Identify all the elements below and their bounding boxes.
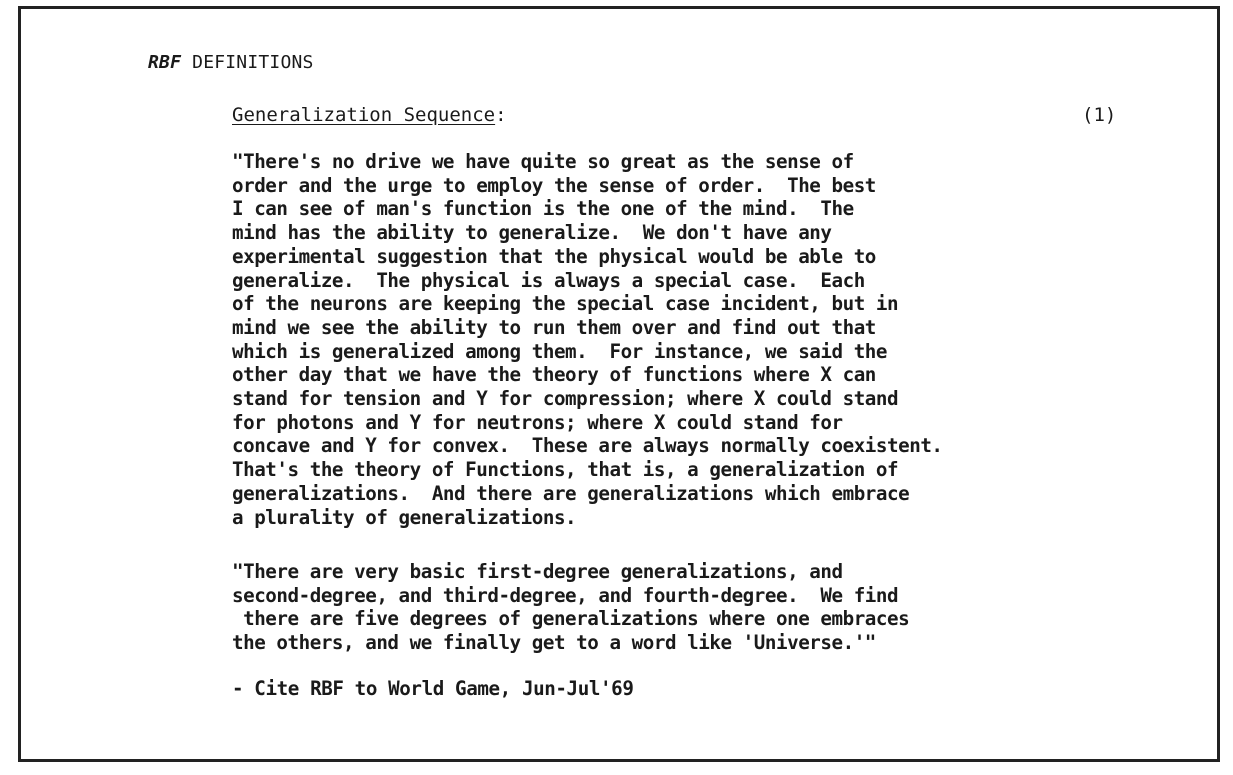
text-line: I can see of man's function is the one of the mind. The [232, 197, 854, 221]
text-line: generalizations. And there are generalizations which embrace [232, 481, 910, 505]
text-line: That's the theory of Functions, that is, a generalization of [232, 458, 899, 482]
section-number: (1) [1082, 104, 1117, 126]
text-line: for photons and Y for neutrons; where X could stand for [232, 410, 843, 434]
text-line: stand for tension and Y for compression; where X could stand [232, 387, 899, 411]
text-line: the others, and we finally get to a word like 'Universe.'" [232, 631, 876, 655]
heading-colon: : [495, 104, 507, 126]
quote-paragraph-2 [232, 560, 1152, 655]
text-line: mind we see the ability to run them over and find out that [232, 315, 876, 339]
text-line: mind has the ability to generalize. We don't have any [232, 221, 832, 245]
quote-paragraph-1 [232, 150, 1152, 529]
text-line: experimental suggestion that the physical would be able to [232, 244, 876, 268]
text-line: generalize. The physical is always a special case. Each [232, 268, 865, 292]
text-line: "There's no drive we have quite so great as the sense of [232, 150, 854, 173]
text-line: "There are very basic first-degree generalizations, and [232, 560, 843, 583]
heading-text: Generalization Sequence [232, 104, 496, 126]
text-line: of the neurons are keeping the special case incident, but in [232, 292, 899, 316]
title-prefix: RBF [148, 52, 182, 73]
text-line: there are five degrees of generalizations where one embraces [232, 607, 910, 631]
title-rest: DEFINITIONS [181, 52, 314, 73]
text-line: concave and Y for convex. These are always normally coexistent. [232, 434, 943, 458]
page-title [148, 52, 314, 73]
citation: - Cite RBF to World Game, Jun-Jul'69 [232, 677, 634, 700]
text-line: second-degree, and third-degree, and fourth-degree. We find [232, 583, 899, 607]
section-heading [232, 104, 507, 126]
text-line: order and the urge to employ the sense of order. The best [232, 173, 876, 197]
text-line: a plurality of generalizations. [232, 505, 577, 529]
text-line: other day that we have the theory of functions where X can [232, 363, 876, 387]
text-line: which is generalized among them. For instance, we said the [232, 339, 888, 363]
